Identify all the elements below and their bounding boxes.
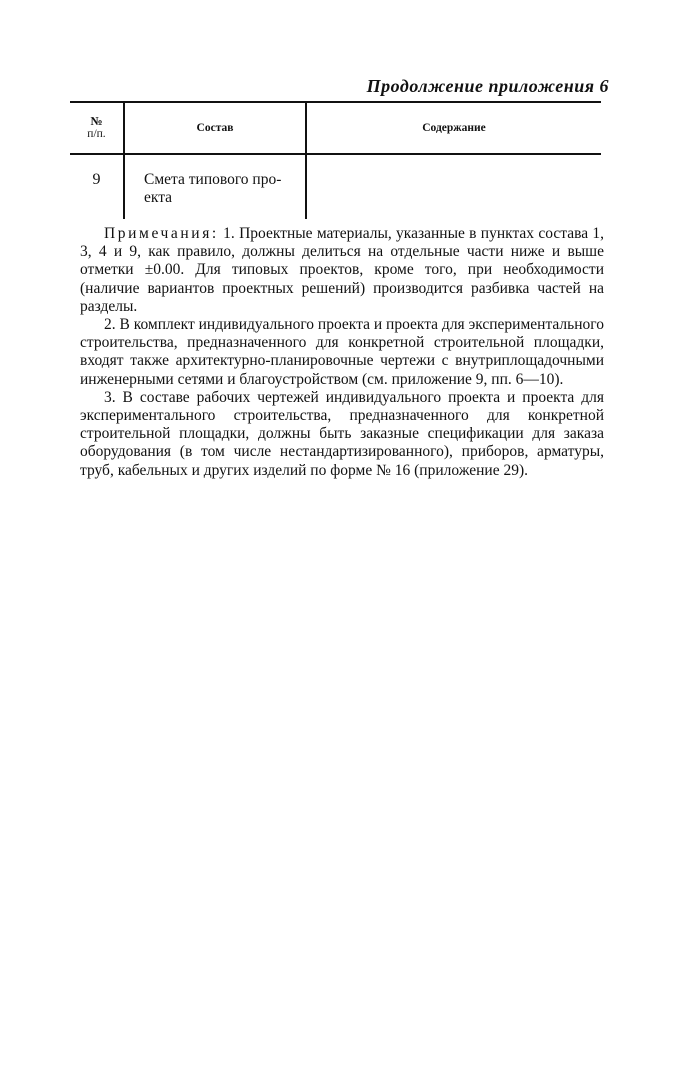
notes-block	[80, 225, 604, 480]
header-number-symbol: №	[90, 114, 103, 128]
row-sostav	[144, 171, 302, 207]
composition-table	[70, 101, 601, 219]
notes-heading: Примечания:	[104, 225, 219, 242]
row-sostav-line: Смета типового про-	[144, 171, 282, 188]
note-1-text: 1. Проектные материалы, указанные в пунктах состава 1, 3, 4 и 9, как правило, должны делиться на отдельные части ниже и выше отметки ±0.00. Для типовых проектов, кроме того, при необходимости (наличие вариантов проектных решений) производится разбивка частей на разделы.	[80, 225, 605, 315]
table-header-rule	[70, 153, 601, 155]
row-sostav-line: екта	[144, 189, 173, 206]
header-number	[70, 103, 123, 153]
note-3: 3. В составе рабочих чертежей индивидуального проекта и проекта для экспериментального строительства, предназначенного для конкретной строительной площадки, должны быть заказные спецификации для заказа оборудования (в том числе нестандартизированного), приборов, арматуры, труб, кабельных и других изделий по форме № 16 (приложение 29).	[80, 388, 604, 479]
note-2: 2. В комплект индивидуального проекта и проекта для экспериментального строительства, предназначенного для конкретной строительной площадки, входят также архитектурно-планировочные чертежи с внутриплощадочными инженерными сетями и благоустройством (см. приложение 9, пп. 6—10).	[80, 316, 604, 388]
header-number-label: п/п.	[87, 128, 106, 140]
running-head: Продолжение приложения 6	[366, 76, 609, 96]
row-soderzhanie	[310, 171, 600, 211]
row-number: 9	[92, 171, 101, 188]
header-soderzhanie: Содержание	[422, 121, 486, 134]
header-sostav: Состав	[196, 121, 234, 134]
note-1	[80, 225, 604, 316]
